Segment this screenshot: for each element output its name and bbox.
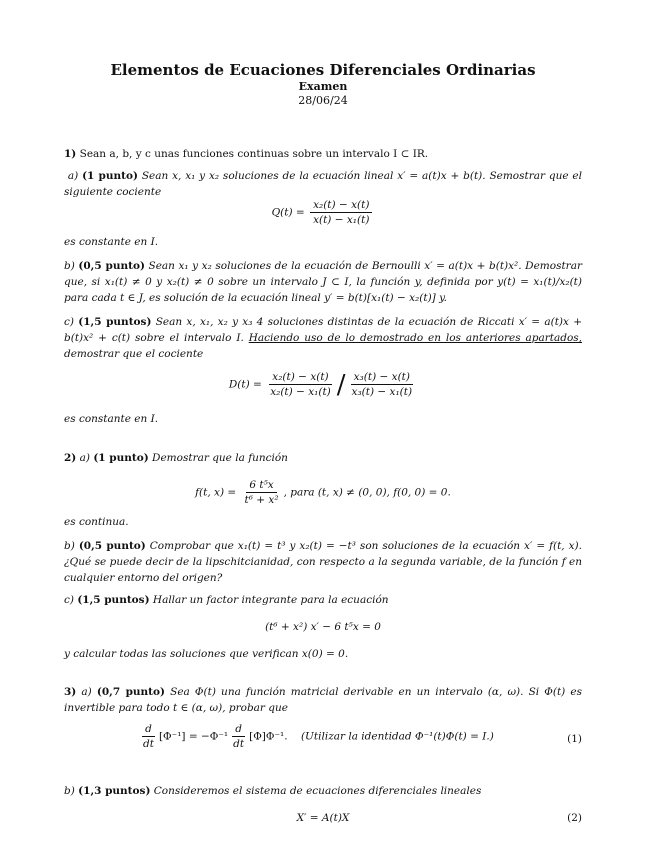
equation-3-2-number: (2) (567, 812, 582, 824)
problem-3a-label: a) (81, 686, 92, 698)
equation-d-fraction-2-numerator: x₃(t) − x(t) (351, 370, 413, 385)
problem-1c-points: (1,5 puntos) (78, 316, 152, 328)
problem-1c-after: es constante en I. (64, 413, 159, 425)
equation-q-denominator: x(t) − x₁(t) (313, 214, 370, 226)
problem-1-number: 1) (64, 148, 77, 160)
equation-f-lhs: f(t, x) = (195, 486, 237, 499)
problem-2b-text: Comprobar que x₁(t) = t³ y x₂(t) = −t³ son soluciones de la ecuación x′ = f(t, x). ¿Qué se puede decir de la lipschitcianidad, con respecto a la segunda variable, de la función f en cualquier entorno del origen? (64, 540, 582, 584)
problem-2a-label: a) (79, 452, 90, 464)
problem-1c (64, 314, 582, 362)
problem-2a-text: Demostrar que la función (152, 452, 288, 464)
problem-1c-text-1: Sean x, x₁, x₂ y x₃ 4 soluciones distintas de la ecuación de Riccati x′ = a(t)x + b(t)x² + c(t) sobre el intervalo I. (64, 316, 583, 344)
equation-d-fraction-1-numerator: x₂(t) − x(t) (269, 370, 331, 385)
equation-d-fraction-2-denominator: x₃(t) − x₁(t) (351, 386, 413, 398)
problem-3a-text: Sea Φ(t) una función matricial derivable en un intervalo (α, ω). Si Φ(t) es invertible para todo t ∈ (α, ω), probar que (64, 686, 582, 714)
problem-3a-points: (0,7 punto) (96, 686, 165, 698)
problem-3b-label: b) (64, 785, 75, 797)
equation-f-fraction (242, 478, 282, 507)
equation-f-denominator: t⁶ + x² (244, 494, 279, 506)
problem-2a (64, 450, 582, 466)
problem-2b-points: (0,5 punto) (78, 540, 146, 552)
problem-1c-text-2: demostrar que el cociente (64, 348, 204, 360)
equation-3-1-derivative-2 (230, 722, 247, 751)
problem-2-number: 2) (64, 452, 77, 464)
problem-2c-after: y calcular todas las soluciones que verifican x(0) = 0. (64, 648, 349, 660)
equation-3-2 (64, 810, 582, 828)
equation-d (64, 370, 582, 399)
equation-3-1-d-1: d (142, 722, 155, 737)
equation-d-lhs: D(t) = (228, 378, 262, 391)
exam-title: Elementos de Ecuaciones Diferenciales Ordinarias (110, 61, 536, 79)
equation-f-numerator: 6 t⁵x (246, 478, 276, 493)
problem-1b (64, 258, 582, 306)
equation-3-1-note: (Utilizar la identidad Φ⁻¹(t)Φ(t) = I.) (300, 730, 494, 743)
equation-3-2-body: X′ = A(t)X (296, 812, 350, 824)
exam-date: 28/06/24 (298, 94, 348, 107)
problem-1-intro (64, 146, 582, 162)
problem-3b-points: (1,3 puntos) (78, 785, 151, 797)
problem-2c-points: (1,5 puntos) (77, 594, 150, 606)
problem-3a (64, 684, 582, 716)
problem-1a-points: (1 punto) (82, 170, 138, 182)
exam-subtitle: Examen (298, 80, 348, 93)
equation-3-1 (64, 722, 582, 758)
problem-2b (64, 538, 582, 586)
problem-2c (64, 592, 582, 608)
equation-d-fraction-1-denominator: x₂(t) − x₁(t) (270, 386, 331, 398)
equation-3-1-dt-1: dt (143, 738, 154, 750)
problem-1a-text: Sean x, x₁ y x₂ soluciones de la ecuación lineal x′ = a(t)x + b(t). Semostrar que el siguiente cociente (64, 170, 582, 198)
problem-1c-text-underlined: Haciendo uso de lo demostrado en los anteriores apartados, (248, 332, 582, 344)
problem-3b-text: Consideremos el sistema de ecuaciones diferenciales lineales (153, 785, 482, 797)
equation-f-rest: , para (t, x) ≠ (0, 0), f(0, 0) = 0. (283, 486, 451, 499)
equation-q-numerator: x₂(t) − x(t) (310, 198, 372, 213)
problem-2c-text: Hallar un factor integrante para la ecuación (152, 594, 389, 606)
equation-3-1-part-1: [Φ⁻¹] = −Φ⁻¹ (158, 730, 229, 743)
problem-1a-label: a) (67, 170, 79, 182)
problem-2c-label: c) (64, 594, 74, 606)
equation-3-1-d-2: d (232, 722, 245, 737)
equation-3-1-derivative-1 (140, 722, 157, 751)
problem-2b-label: b) (64, 540, 75, 552)
problem-1b-text: Sean x₁ y x₂ soluciones de la ecuación de Bernoulli x′ = a(t)x + b(t)x². Demostrar que, si x₁(t) ≠ 0 y x₂(t) ≠ 0 sobre un intervalo J ⊂ I, la función y, definida por y(t) = x₁(t)/x₂(t) para cada t ∈ J, es solución de la ecuación lineal y′ = b(t)[x₁(t) − x₂(t)] y. (64, 260, 582, 304)
problem-1c-label: c) (64, 316, 74, 328)
equation-q-lhs: Q(t) = (271, 206, 305, 219)
equation-integrating-factor: (t⁶ + x²) x′ − 6 t⁵x = 0 (265, 621, 381, 633)
equation-q (64, 198, 582, 227)
equation-3-1-part-2: [Φ]Φ⁻¹. (249, 730, 288, 743)
problem-3b (64, 783, 582, 799)
problem-2a-after: es continua. (64, 516, 129, 528)
problem-1-intro-text: Sean a, b, y c unas funciones continuas sobre un intervalo I ⊂ IR. (79, 148, 429, 160)
equation-d-slash: / (336, 369, 346, 400)
problem-2a-points: (1 punto) (93, 452, 149, 464)
equation-q-fraction (310, 198, 372, 227)
problem-1a-after: es constante en I. (64, 236, 159, 248)
problem-1a (64, 168, 582, 200)
problem-1b-points: (0,5 punto) (78, 260, 145, 272)
problem-3-number: 3) (64, 686, 77, 698)
equation-3-1-number: (1) (567, 733, 582, 745)
equation-d-fraction-1 (267, 370, 334, 399)
equation-3-1-dt-2: dt (233, 738, 245, 750)
problem-1b-label: b) (64, 260, 75, 272)
equation-d-fraction-2 (349, 370, 416, 399)
equation-f (64, 478, 582, 507)
